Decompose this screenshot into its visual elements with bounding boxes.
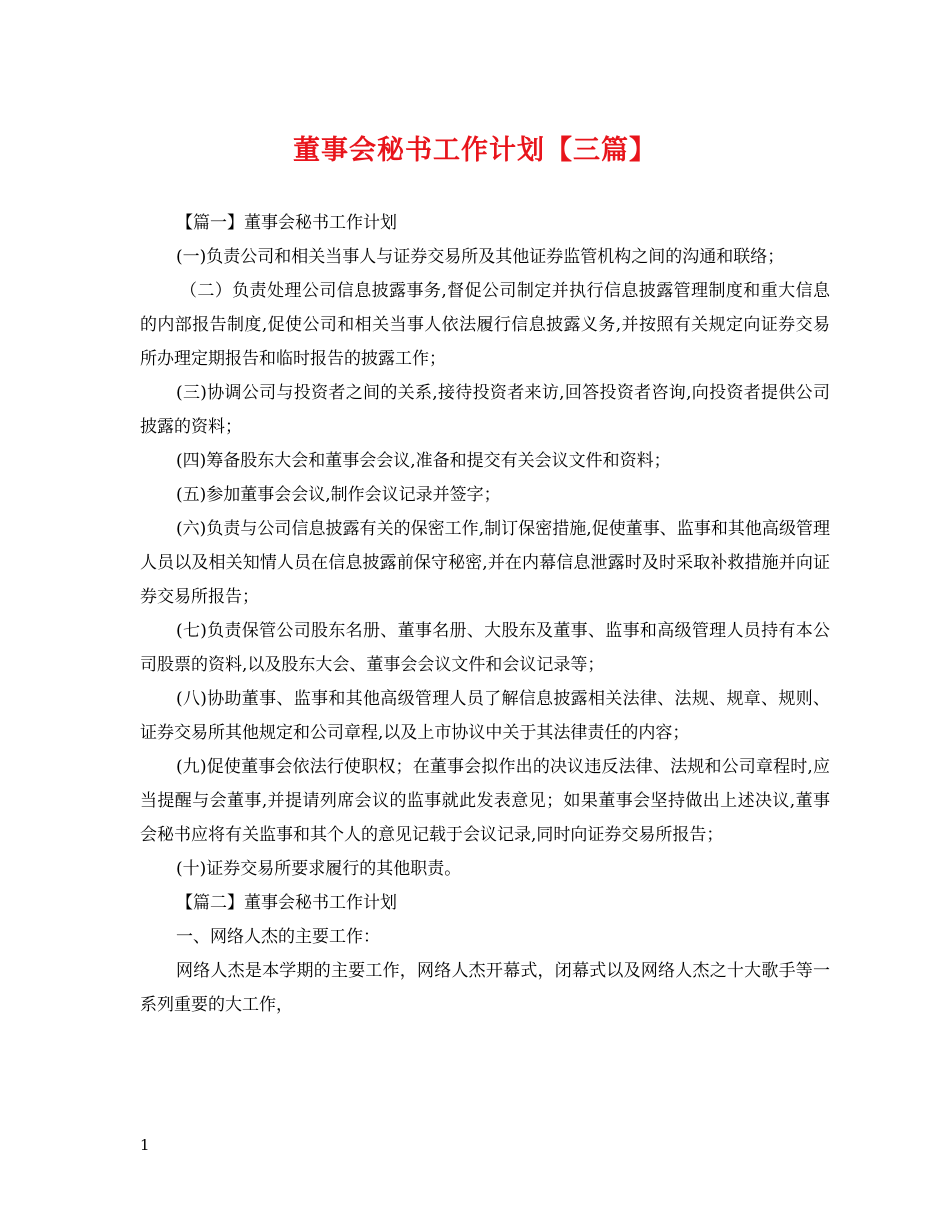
- page-number: 1: [140, 1136, 150, 1154]
- paragraph: (七)负责保管公司股东名册、董事名册、大股东及董事、监事和高级管理人员持有本公司股票的资料,以及股东大会、董事会会议文件和会议记录等；: [140, 621, 830, 675]
- paragraph: (八)协助董事、监事和其他高级管理人员了解信息披露相关法律、法规、规章、规则、证券交易所其他规定和公司章程,以及上市协议中关于其法律责任的内容；: [140, 689, 830, 743]
- document-title: 董事会秘书工作计划【三篇】: [293, 135, 657, 166]
- paragraph: (一)负责公司和相关当事人与证券交易所及其他证券监管机构之间的沟通和联络；: [176, 247, 785, 267]
- paragraph: (九)促使董事会依法行使职权；在董事会拟作出的决议违反法律、法规和公司章程时,应当提醒与会董事,并提请列席会议的监事就此发表意见；如果董事会坚持做出上述决议,董事会秘书应将有关监事和其个人的意见记载于会议记录,同时向证券交易所报告；: [140, 757, 830, 845]
- paragraph: (四)筹备股东大会和董事会会议,准备和提交有关会议文件和资料；: [176, 451, 671, 471]
- section-heading: 【篇一】董事会秘书工作计划: [176, 213, 397, 233]
- section-heading: 【篇二】董事会秘书工作计划: [176, 893, 397, 913]
- paragraph: (十)证券交易所要求履行的其他职责。: [176, 859, 462, 879]
- paragraph: （二）负责处理公司信息披露事务,督促公司制定并执行信息披露管理制度和重大信息的内部报告制度,促使公司和相关当事人依法履行信息披露义务,并按照有关规定向证券交易所办理定期报告和临时报告的披露工作；: [140, 281, 830, 369]
- paragraph: (六)负责与公司信息披露有关的保密工作,制订保密措施,促使董事、监事和其他高级管理人员以及相关知情人员在信息披露前保守秘密,并在内幕信息泄露时及时采取补救措施并向证券交易所报告；: [140, 519, 830, 607]
- subsection-heading: 一、网络人杰的主要工作：: [176, 927, 380, 947]
- paragraph: (五)参加董事会会议,制作会议记录并签字；: [176, 485, 501, 505]
- document-body: [140, 206, 830, 1022]
- paragraph: 网络人杰是本学期的主要工作，网络人杰开幕式，闭幕式以及网络人杰之十大歌手等一系列重要的大工作，: [140, 961, 830, 1015]
- paragraph: (三)协调公司与投资者之间的关系,接待投资者来访,回答投资者咨询,向投资者提供公司披露的资料；: [140, 383, 830, 437]
